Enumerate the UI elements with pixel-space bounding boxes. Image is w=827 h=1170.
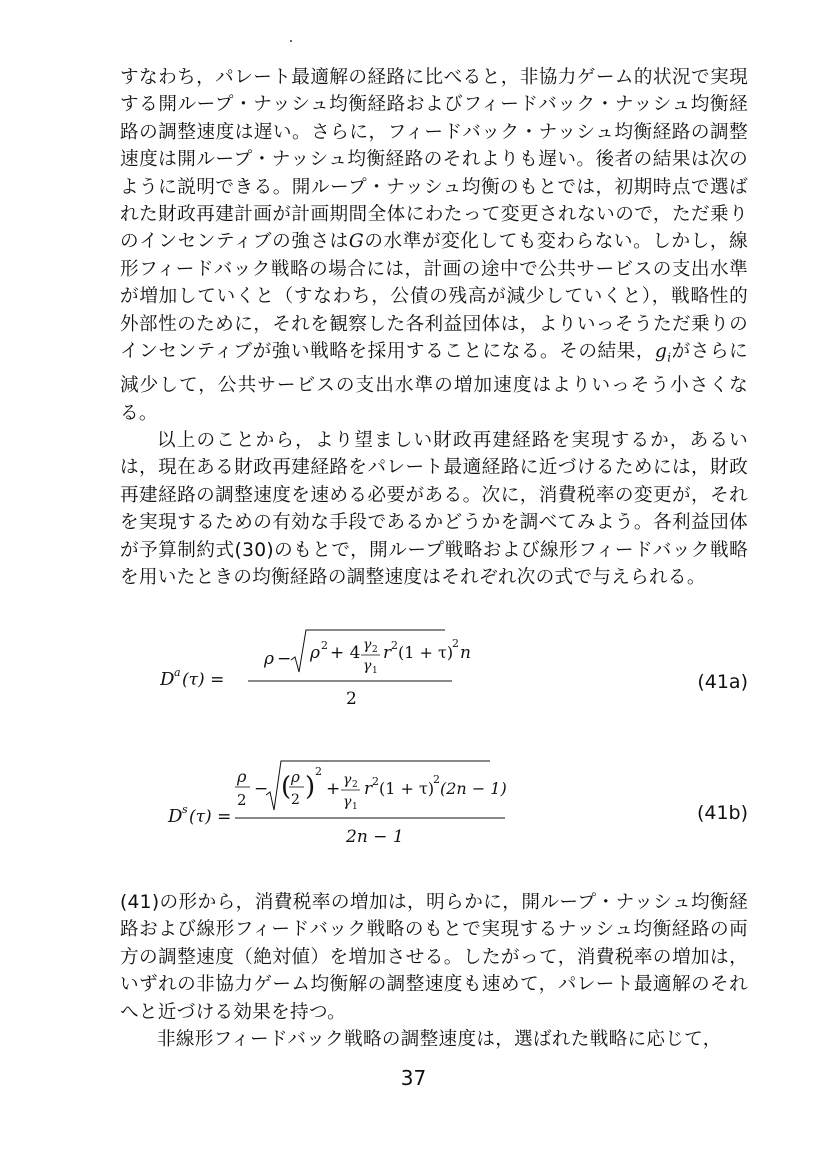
variable-g-subscript: i: [667, 350, 672, 365]
eq-b-sq-exp: 2: [315, 765, 322, 778]
eq-b-plus: +: [326, 779, 341, 799]
eq-a-plus-four: + 4: [330, 643, 361, 663]
eq-a-r-exp: 2: [391, 639, 398, 652]
paragraph-1-text-b: の水準が変化しても変わらない。しかし，線形フィードバック戦略の場合には，計画の途中で公共サービスの支出水準が増加していくと（すなわち，公債の残高が減少していくと），戦略性的外部性のために，それを観察した各利益団体は，よりいっそうただ乗りのインセンティブが強い戦略を採用することになる。その結果，: [120, 231, 748, 363]
eq-b-two: 2: [237, 791, 247, 809]
eq-b-right-paren: ): [305, 772, 316, 802]
eq-b-denominator: 2n − 1: [346, 827, 404, 847]
eq-a-gamma2-sub: 2: [372, 645, 378, 655]
eq-a-gamma1-sub: 1: [372, 666, 378, 676]
page-number: 37: [400, 1066, 427, 1090]
paragraph-2: 以上のことから，より望ましい財政再建経路を実現するか，あるいは，現在ある財政再建経路をパレート最適経路に近づけるためには，財政再建経路の調整速度を速める必要がある。次に，消費税率の変更が，それを実現するための有効な手段であるかどうかを調べてみよう。各利益団体が予算制約式(30)のもとで，開ループ戦略および線形フィードバック戦略を用いたときの均衡経路の調整速度はそれぞれ次の式で与えられる。: [120, 430, 748, 589]
paragraph-3: (41)の形から，消費税率の増加は，明らかに，開ループ・ナッシュ均衡経路および線形フィードバック戦略のもとで実現するナッシュ均衡経路の両方の調整速度（絶対値）を増加させる。したがって，消費税率の増加は，いずれの非協力ゲーム均衡解の調整速度も速めて，パレート最適解のそれへと近づける効果を持つ。: [120, 892, 748, 1023]
paragraph-4: 非線形フィードバック戦略の調整速度は，選ばれた戦略に応じて，: [157, 1029, 722, 1051]
eq-a-rho-sq-exp: 2: [321, 639, 328, 652]
eq-b-rho: ρ: [237, 767, 247, 786]
eq-a-arg: (τ) =: [182, 670, 225, 690]
eq-b-gamma2-sub: 2: [352, 780, 358, 790]
eq-a-lhs: D: [160, 669, 175, 690]
equation-41a-number: (41a): [697, 671, 748, 693]
eq-a-rho: ρ: [264, 649, 274, 669]
eq-b-arg: (τ) =: [189, 807, 232, 827]
variable-G: G: [348, 231, 365, 253]
eq-a-minus: −: [277, 649, 292, 669]
eq-b-inner-rho: ρ: [291, 768, 300, 786]
paragraph-1-text-c: がさらに減少して，公共サービスの支出水準の増加速度はよりいっそう小さくなる。: [120, 341, 749, 424]
eq-b-minus: −: [254, 779, 269, 799]
paragraph-1: [120, 64, 748, 427]
equation-41b: [120, 757, 748, 852]
eq-a-gamma2: γ: [363, 637, 372, 653]
eq-b-lhs: D: [168, 806, 183, 827]
eq-a-r: r: [383, 643, 392, 663]
equation-41b-figure: [160, 757, 600, 852]
eq-b-gamma1: γ: [343, 794, 352, 810]
eq-b-gamma2: γ: [343, 772, 352, 788]
eq-a-paren-exp: 2: [452, 637, 459, 650]
paragraph-1-text-a: すなわち，パレート最適解の経路に比べると，非協力ゲーム的状況で実現する開ループ・ナッシュ均衡経路およびフィードバック・ナッシュ均衡経路の調整速度は遅い。さらに，フィードバック・ナッシュ均衡経路の調整速度は開ループ・ナッシュ均衡経路のそれよりも遅い。後者の結果は次のように説明できる。開ループ・ナッシュ均衡のもとでは，初期時点で選ばれた財政再建計画が計画期間全体にわたって変更されないので，ただ乗りのインセンティブの強さは: [120, 67, 748, 253]
eq-a-n: n: [460, 643, 471, 663]
eq-b-tail: (2n − 1): [440, 779, 507, 798]
eq-b-lhs-sup: s: [182, 803, 188, 816]
eq-a-rho-sq: ρ: [310, 643, 320, 663]
eq-b-gamma1-sub: 1: [352, 802, 358, 812]
eq-a-gamma1: γ: [363, 658, 372, 674]
eq-b-r-exp: 2: [372, 775, 379, 788]
eq-a-denominator: 2: [346, 689, 357, 709]
lower-text: [120, 889, 748, 1053]
eq-b-inner-two: 2: [291, 792, 300, 808]
eq-b-left-paren: (: [281, 772, 292, 802]
eq-a-paren: (1 + τ): [398, 643, 454, 662]
scan-speck: [290, 40, 292, 42]
page-body: [120, 64, 749, 1051]
eq-b-r: r: [364, 779, 373, 799]
variable-g: g: [655, 341, 668, 363]
equation-41a-figure: [160, 624, 580, 714]
eq-b-paren: (1 + τ): [379, 779, 435, 798]
eq-b-paren-exp: 2: [433, 773, 440, 786]
eq-a-lhs-sup: a: [174, 666, 181, 679]
equation-41a: [120, 624, 748, 714]
equation-41b-number: (41b): [696, 802, 748, 824]
